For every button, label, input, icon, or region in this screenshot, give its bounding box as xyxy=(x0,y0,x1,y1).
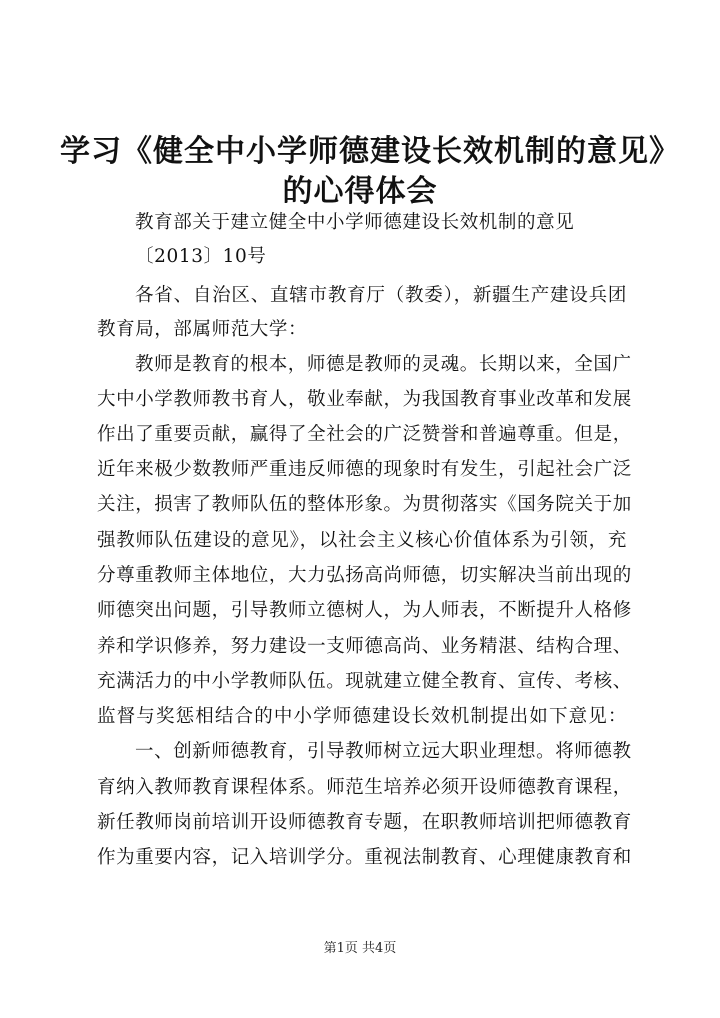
paragraph-1-line: 作出了重要贡献，赢得了全社会的广泛赞誉和普遍尊重。但是， xyxy=(97,424,632,445)
paragraph-1-line: 大中小学教师教书育人，敬业奉献，为我国教育事业改革和发展 xyxy=(97,389,632,410)
address-line: 教育局，部属师范大学： xyxy=(97,319,308,340)
document-title-line-2: 的心得体会 xyxy=(282,174,438,209)
paragraph-1-line: 强教师队伍建设的意见》，以社会主义核心价值体系为引领，充 xyxy=(97,530,627,551)
paragraph-2-line: 一、创新师德教育，引导教师树立远大职业理想。将师德教 xyxy=(135,741,632,762)
paragraph-1-line: 监督与奖惩相结合的中小学师德建设长效机制提出如下意见： xyxy=(97,706,627,727)
paragraph-1-line: 近年来极少数教师严重违反师德的现象时有发生，引起社会广泛 xyxy=(97,459,632,480)
paragraph-1-line: 教师是教育的根本，师德是教师的灵魂。长期以来，全国广 xyxy=(135,354,632,375)
paragraph-1-line: 充满活力的中小学教师队伍。现就建立健全教育、宣传、考核、 xyxy=(97,671,632,692)
paragraph-1-line: 师德突出问题，引导教师立德树人，为人师表，不断提升人格修 xyxy=(97,600,632,621)
paragraph-2-line: 新任教师岗前培训开设师德教育专题，在职教师培训把师德教育 xyxy=(97,812,632,833)
document-title-line-1: 学习《健全中小学师德建设长效机制的意见》 xyxy=(60,134,680,169)
paragraph-1-line: 养和学识修养，努力建设一支师德高尚、业务精湛、结构合理、 xyxy=(97,636,632,657)
paragraph-1-line: 关注，损害了教师队伍的整体形象。为贯彻落实《国务院关于加 xyxy=(97,494,632,515)
notice-heading: 教育部关于建立健全中小学师德建设长效机制的意见 xyxy=(135,212,575,233)
paragraph-2-line: 育纳入教师教育课程体系。师范生培养必须开设师德教育课程， xyxy=(97,777,632,798)
page-footer: 第1页 共4页 xyxy=(323,941,397,956)
address-line: 各省、自治区、直辖市教育厅（教委），新疆生产建设兵团 xyxy=(135,285,627,306)
paragraph-2-line: 作为重要内容，记入培训学分。重视法制教育、心理健康教育和 xyxy=(97,847,632,868)
paragraph-1-line: 分尊重教师主体地位，大力弘扬高尚师德，切实解决当前出现的 xyxy=(97,565,632,586)
document-number: 〔2013〕10号 xyxy=(135,246,267,267)
